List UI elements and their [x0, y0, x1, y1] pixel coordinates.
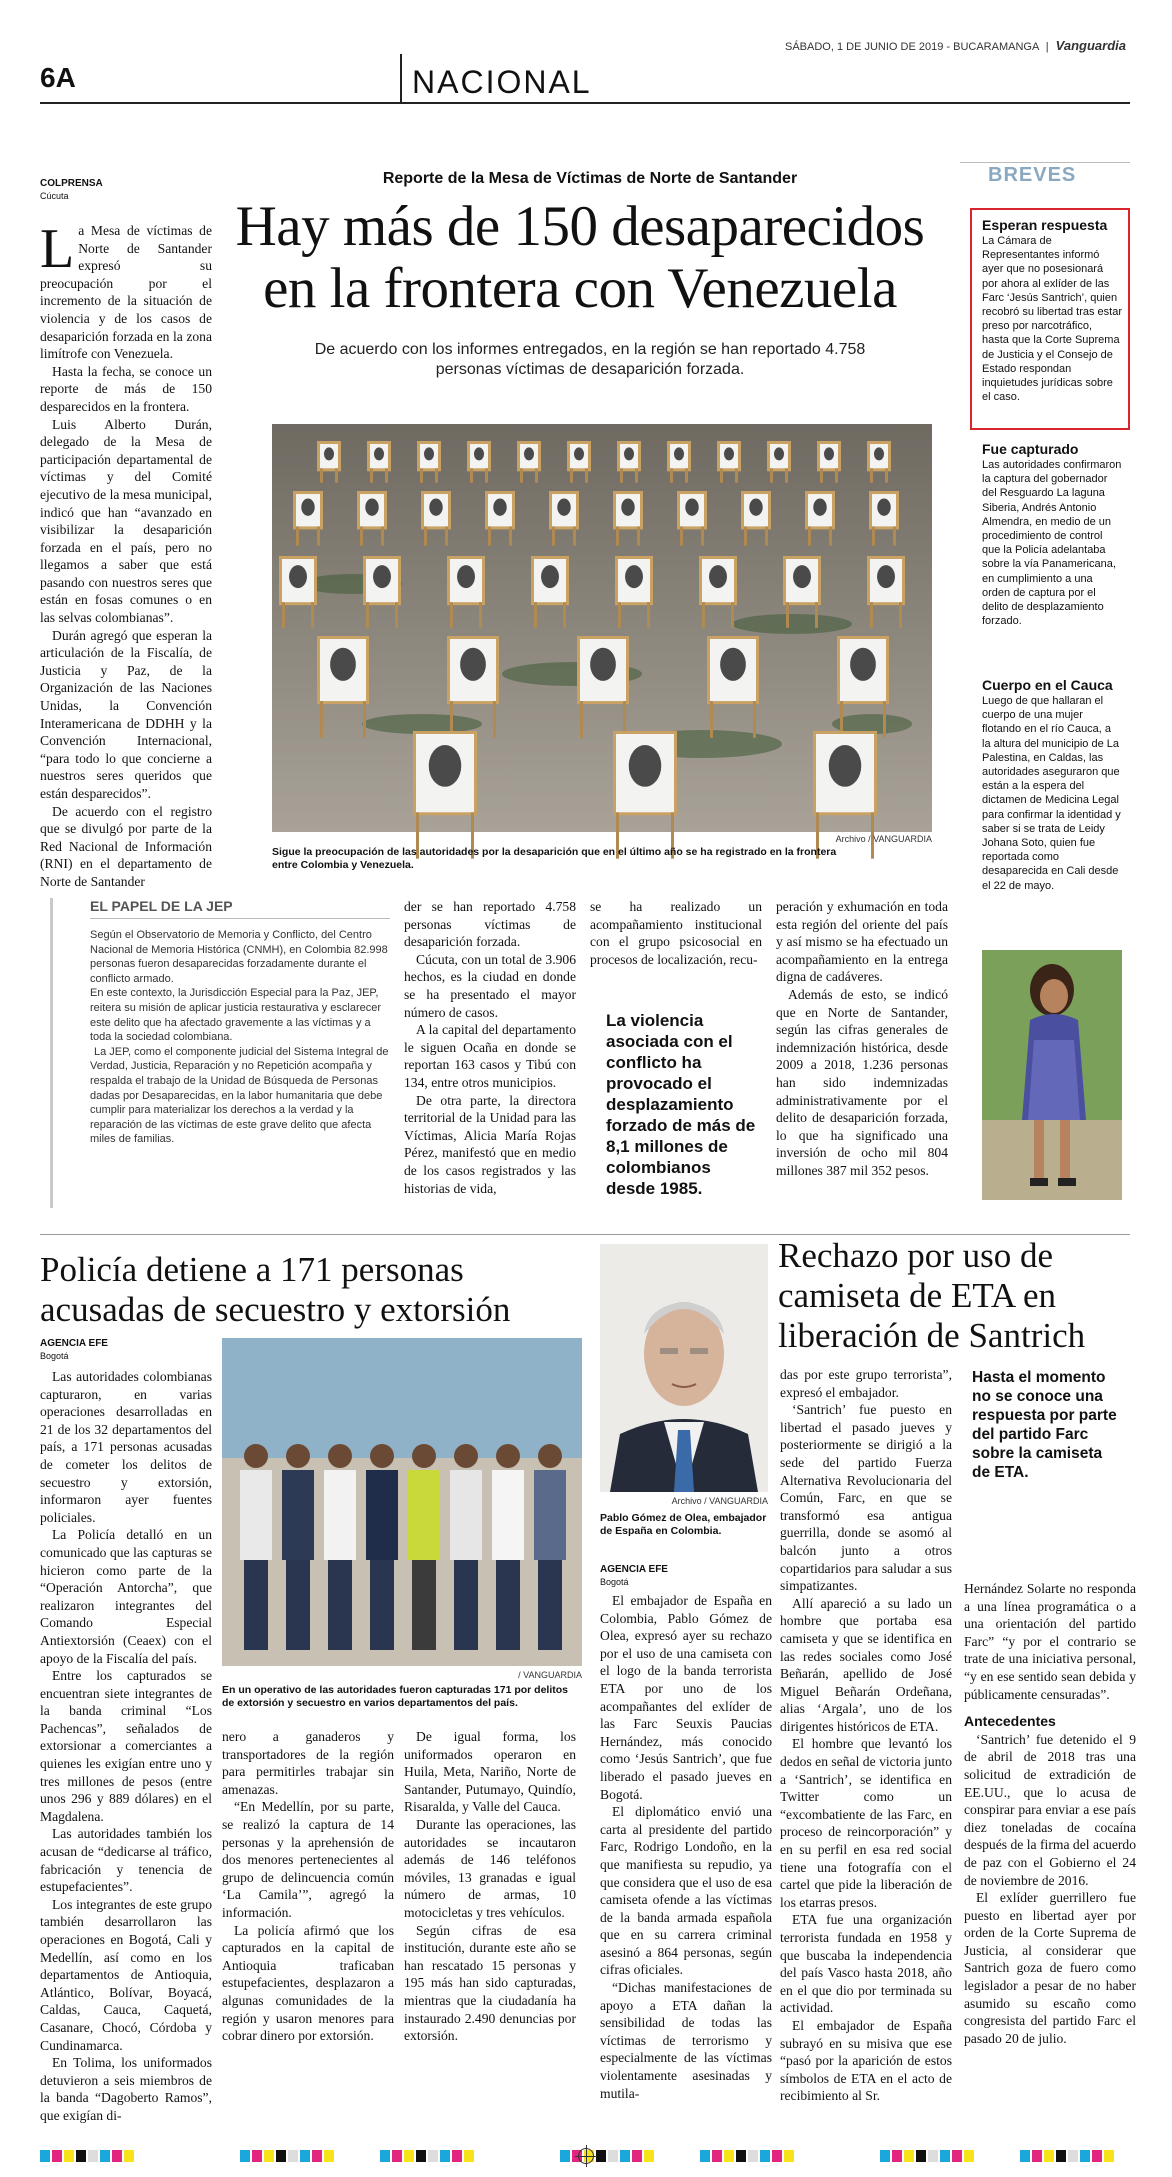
main-paragraph: De acuerdo con el registro que se divulgó por parte de la Red Nacional de Información (RNI) en el departamento de Norte de Santander — [40, 803, 212, 889]
eta-paragraph: “Dichas manifestaciones de apoyo a ETA dañan la sensibilidad de todas las víctimas de terrorismo y especialmente de las víctimas violentamente asesinadas y mutila- — [600, 1980, 772, 2101]
color-swatch — [100, 2150, 110, 2162]
breves-item-text: La Cámara de Representantes informó ayer que no posesionará por ahora al exlíder de las Farc ‘Jesús Santrich’, quien recobró su libertad tras estar preso por narcotráfico, hasta que la Corte Suprema de Justicia y el Consejo de Estado respondan inquietudes jurídicas sobre el caso. — [982, 235, 1123, 404]
police-col-2 — [222, 1728, 394, 2098]
police-headline-line-2: acusadas de secuestro y extorsión — [40, 1290, 511, 1329]
color-swatch — [288, 2150, 298, 2162]
breves-item-1 — [982, 216, 1122, 428]
drop-cap: L — [40, 218, 75, 280]
breves-item-2 — [982, 440, 1122, 670]
person-figure — [324, 1444, 356, 1650]
breves-item-3 — [982, 676, 1122, 940]
main-paragraph: se ha realizado un acompañamiento institucional con el grupo psicosocial en procesos de localización, recu- — [590, 899, 762, 967]
antecedentes-paragraph: El exlíder guerrillero fue puesto en libertad ayer por orden de la Corte Suprema de Justicia, al considerar que Santrich goza de fuero como legislador a pesar de no haber asumido su escaño como congresista del partido Farc el pasado 20 de julio. — [964, 1890, 1136, 2046]
breves-title: BREVES — [988, 164, 1077, 186]
police-paragraph: Las autoridades también los acusan de “dedicarse al tráfico, fabricación y tenencia de estupefacientes”. — [40, 1826, 212, 1895]
police-paragraph: Las autoridades colombianas capturaron, en varias operaciones desarrolladas en 21 de los 32 departamentos del país, a 171 personas acusadas de cometer los delitos de secuestro y extorsión, informaron ayer fuentes policiales. — [40, 1369, 212, 1525]
main-paragraph: der se han reportado 4.758 personas víctimas de desaparición forzada. — [404, 899, 576, 950]
color-swatch — [1044, 2150, 1054, 2162]
byline-agency: AGENCIA EFE — [600, 1564, 668, 1575]
section-divider-rule — [40, 1234, 1130, 1235]
jep-paragraph: En este contexto, la Jurisdicción Especial para la Paz, JEP, reitera su misión de aplicar justicia restaurativa y esclarecer este delito que ha afectado gravemente a las víctimas y a toda la sociedad colombiana. — [90, 987, 382, 1044]
eta-paragraph: ‘Santrich’ fue puesto en libertad el pasado jueves y posteriormente se dirigió a la sede del partido Fuerza Alternativa Revolucionaria del Común, Farc, en que se transformó esa antigua guerrilla, donde se asomó al balcón junto a otros copartidarios para saludar a sus simpatizantes. — [780, 1402, 952, 1594]
person-figure — [240, 1444, 272, 1650]
color-swatch — [124, 2150, 134, 2162]
police-col-1 — [40, 1368, 212, 2123]
byline-city: Bogotá — [600, 1577, 629, 1587]
missing-woman-photo — [982, 950, 1122, 1200]
color-swatch — [916, 2150, 926, 2162]
brand-logo: Vanguardia — [1055, 38, 1126, 53]
police-paragraph: nero a ganaderos y transportadores de la región para permitirles trabajar sin amenazas. — [222, 1729, 394, 1797]
breves-item-title: Cuerpo en el Cauca — [982, 677, 1113, 693]
eta-paragraph: El embajador de España subrayó en su misiva que ese “pasó por la aparición de estos símbolos de ETA en el acto de recibimiento al Sr. — [780, 2017, 952, 2104]
main-col-1 — [40, 218, 212, 889]
main-paragraph: Durán agregó que esperan la articulación de la Fiscalía, de Justicia y Paz, de la Organización de las Naciones Unidas, la Convención Interamericana de DDHH y la Convención Internacional, “para todo lo que concierne a nuestros seres queridos que están desparecidos”. — [40, 627, 212, 801]
eta-paragraph: El embajador de España en Colombia, Pablo Gómez de Olea, expresó ayer su rechazo por el uso de una camiseta con el logo de la banda terrorista ETA por uno de los acompañantes del exlíder de las Farc Seuxis Paucias Hernández, más conocido como ‘Jesús Santrich’, que fue liberado el pasado jueves en Bogotá. — [600, 1593, 772, 1802]
color-swatch — [700, 2150, 710, 2162]
color-swatch — [264, 2150, 274, 2162]
police-paragraph: La Policía detalló en un comunicado que las capturas se hicieron como parte de la “Operación Antorcha”, que realizaron integrantes del Comando Especial Antiextorsión (Ceaex) con el apoyo de la Fiscalía del país. — [40, 1527, 212, 1666]
police-paragraph: Los integrantes de este grupo también desarrollaron las operaciones en Bogotá, Cali y Medellín, así como en los departamentos de Antioquia, Atlántico, Bolívar, Boyacá, Caldas, Cauca, Caquetá, Casanare, Chocó, Córdoba y Cundinamarca. — [40, 1896, 212, 2053]
person-figure — [534, 1444, 566, 1650]
police-byline — [40, 1338, 108, 1362]
detainees-line-up-image — [222, 1338, 582, 1666]
person-figure — [366, 1444, 398, 1650]
header-rule — [40, 102, 1130, 104]
main-paragraph: Cúcuta, con un total de 3.906 hechos, es la ciudad en donde se ha presentado el mayor número de casos. — [404, 951, 576, 1020]
breves-item-title: Fue capturado — [982, 441, 1079, 457]
eta-paragraph: ETA fue una organización terrorista fundada en 1958 y que buscaba la independencia del país Vasco hasta 2018, año en el que dio por terminada su actividad. — [780, 1912, 952, 2016]
main-photo-credit: Archivo / VANGUARDIA — [835, 834, 932, 844]
eta-col-2 — [780, 1366, 952, 2102]
main-kicker: Reporte de la Mesa de Víctimas de Norte de Santander — [382, 170, 798, 187]
main-paragraph: De otra parte, la directora territorial de la Unidad para las Víctimas, Alicia María Rojas Pérez, manifestó que en medio de los casos registrados y las historias de vida, — [404, 1092, 576, 1196]
antecedentes-title: Antecedentes — [964, 1713, 1056, 1730]
color-swatch — [644, 2150, 654, 2162]
eta-col-3 — [964, 1580, 1136, 2100]
chair-with-portrait — [413, 731, 477, 859]
main-deck-line-1: De acuerdo con los informes entregados, en la región se han reportado 4.758 — [314, 341, 866, 358]
eta-col-1 — [600, 1592, 772, 2102]
color-swatch — [952, 2150, 962, 2162]
antecedentes-paragraph: ‘Santrich’ fue detenido el 9 de abril de 2018 tras una solicitud de extradición de EE.UU., que lo acusa de conspirar para enviar a ese país diez toneladas de cocaína después de la firma del acuerdo de paz con el Gobierno el 24 de noviembre de 2016. — [964, 1731, 1136, 1888]
ambassador-photo — [600, 1244, 768, 1492]
color-swatch — [252, 2150, 262, 2162]
main-col-3 — [590, 898, 762, 978]
dateline-text: SÁBADO, 1 DE JUNIO DE 2019 - BUCARAMANGA — [785, 41, 1039, 53]
person-figure — [450, 1444, 482, 1650]
ambassador-portrait-image — [600, 1244, 768, 1492]
color-swatch — [312, 2150, 322, 2162]
eta-paragraph: Allí apareció a su lado un hombre que portaba esa camiseta y que se identifica en las redes sociales como José Beñarán, apellido de José Miguel Beñarán Ordeñana, alias ‘Argala’, uno de los dirigentes históricos de ETA. — [780, 1595, 952, 1734]
color-swatch — [748, 2150, 758, 2162]
jep-title-rule — [90, 918, 390, 919]
jep-sidebar-border — [50, 898, 53, 1208]
main-paragraph: A la capital del departamento le siguen Ocaña en donde se reportan 163 casos y Tibú con 134, entre otros municipios. — [404, 1022, 576, 1090]
color-swatch — [560, 2150, 570, 2162]
color-swatch — [76, 2150, 86, 2162]
color-swatch — [1104, 2150, 1114, 2162]
main-photo-caption: Sigue la preocupación de las autoridades por la desaparición que en el último año se ha registrado en la frontera entre Colombia y Venezuela. — [272, 846, 837, 871]
color-swatch — [712, 2150, 722, 2162]
jep-paragraph: La JEP, como el componente judicial del Sistema Integral de Verdad, Justicia, Reparación y no Repetición acompaña y respalda el trabajo de la Unidad de Búsqueda de Personas dadas por Desaparecidas, en la labor humanitaria que debe cumplir para materializar los derechos a la verdad y la reparación de las víctimas de este grave delito que afecta miles de familias. — [90, 1045, 389, 1146]
color-swatch — [608, 2150, 618, 2162]
police-photo — [222, 1338, 582, 1666]
police-col-3 — [404, 1728, 576, 2098]
breves-item-text: Las autoridades confirmaron la captura del gobernador del Resguardo La laguna Siberia, Andrés Antonio Almendra, en medio de un procedimiento de control que la Policía adelantaba sobre la vía Panamericana, en cumplimiento a una orden de captura por el delito de desplazamiento forzado. — [982, 459, 1122, 628]
main-paragraph: Además de esto, se indicó que en Norte de Santander, según las cifras generales de indemnización histórica, desde 2009 a 2018, 1.236 personas han sido indemnizadas administrativamente por el delito de desaparición forzada, lo que ha significado una inversión de ocho mil 804 millones 387 mil 352 pesos. — [776, 986, 948, 1178]
police-paragraph: De igual forma, los uniformados operaron en Huila, Meta, Nariño, Norte de Santander, Putumayo, Quindío, Risaralda, y Valle del Cauca. — [404, 1729, 576, 1815]
jep-paragraph: Según el Observatorio de Memoria y Conflicto, del Centro Nacional de Memoria Histórica (CNMH), en Colombia 82.998 personas fueron desaparecidas forzadamente durante el conflicto armado. — [90, 929, 388, 985]
registration-mark-v — [586, 2145, 587, 2167]
jep-sidebar-title: EL PAPEL DE LA JEP — [90, 898, 233, 914]
police-paragraph: Durante las operaciones, las autoridades se incautaron además de 146 teléfonos móviles, 13 granadas e igual número de armas, 10 motocicletas y tres vehículos. — [404, 1816, 576, 1920]
person-figure — [282, 1444, 314, 1650]
police-paragraph: Según cifras de esa institución, durante este año se han rescatado 15 personas y 195 más han sido capturadas, mientras que la ciudadanía ha instaurado 2.490 denuncias por extorsión. — [404, 1922, 576, 2044]
police-paragraph: “En Medellín, por su parte, se realizó la captura de 14 personas y la aprehensión de dos menores pertenecientes al grupo de delincuencia común ‘La Camila’”, agregó la información. — [222, 1799, 394, 1920]
ambassador-photo-caption: Pablo Gómez de Olea, embajador de España en Colombia. — [600, 1512, 767, 1537]
eta-paragraph: Hernández Solarte no responda a una línea programática o a una orientación del partido Farc” “y por el contrario se trate de una iniciativa personal, “y en ese sentido sean debida y públicamente censuradas”. — [964, 1581, 1136, 1702]
color-swatch — [112, 2150, 122, 2162]
color-swatch — [404, 2150, 414, 2162]
color-swatch — [892, 2150, 902, 2162]
section-divider — [400, 54, 402, 104]
registration-mark — [578, 2148, 594, 2164]
color-swatch — [1080, 2150, 1090, 2162]
breves-item-title: Esperan respuesta — [982, 217, 1108, 233]
color-swatch — [620, 2150, 630, 2162]
color-swatch — [428, 2150, 438, 2162]
dateline — [785, 38, 1126, 53]
color-swatch — [440, 2150, 450, 2162]
color-swatch — [1020, 2150, 1030, 2162]
woman-portrait-image — [982, 950, 1122, 1200]
color-swatch — [760, 2150, 770, 2162]
color-swatch — [416, 2150, 426, 2162]
breves-rule — [960, 162, 1130, 163]
main-paragraph: a Mesa de víctimas de Norte de Santander expresó su preocupación por el incremento de la situación de violencia y de los casos de desaparición forzada en la zona limítrofe con Venezuela. — [40, 223, 212, 362]
breves-item-text: Luego de que hallaran el cuerpo de una mujer flotando en el río Cauca, a la altura del municipio de La Palestina, en Caldas, las autoridades aseguraron que están a la espera del dictamen de Medicina Legal para confirmar la identidad y saber si se trata de Leidy Johana Soto, quien fue reportada como desaparecida en Cali desde el 22 de mayo. — [982, 695, 1121, 892]
eta-paragraph: El diplomático envió una carta al presidente del partido Farc, Rodrigo Londoño, en la que manifiesta su repudio, ya que considera que el uso de esa camiseta ofende a las víctimas de la banda armada española que en su carrera criminal asesinó a 864 personas, según cifras oficiales. — [600, 1804, 772, 1978]
color-swatch — [392, 2150, 402, 2162]
main-col-2 — [404, 898, 576, 1218]
color-swatch — [64, 2150, 74, 2162]
main-paragraph: Hasta la fecha, se conoce un reporte de más de 150 desparecidos en la frontera. — [40, 363, 212, 414]
color-swatch — [772, 2150, 782, 2162]
main-deck-line-2: personas víctimas de desaparición forzada. — [435, 361, 745, 378]
eta-headline: Rechazo por uso de camiseta de ETA en liberación de Santrich — [778, 1236, 1086, 1355]
color-swatch — [276, 2150, 286, 2162]
eta-paragraph: das por este grupo terrorista”, expresó el embajador. — [780, 1367, 952, 1400]
police-headline — [40, 1250, 600, 1330]
color-swatch — [1032, 2150, 1042, 2162]
eta-pull-quote: Hasta el momento no se conoce una respuesta por parte del partido Farc sobre la camiseta de ETA. — [972, 1369, 1117, 1481]
police-photo-caption: En un operativo de las autoridades fueron capturadas 171 por delitos de extorsión y secuestro en varios departamentos del país. — [222, 1684, 568, 1709]
chairs-with-portraits-image — [272, 424, 932, 832]
main-byline — [40, 178, 103, 202]
page-number: 6A — [40, 62, 76, 93]
color-swatch — [596, 2150, 606, 2162]
ambassador-photo-credit: Archivo / VANGUARDIA — [671, 1496, 768, 1506]
main-paragraph: Luis Alberto Durán, delegado de la Mesa de participación departamental de víctimas y del Comité ejecutivo de la mesa municipal, indicó que han “avanzado en visibilizar la desaparición forzada en el país, pero no llegamos a saber que está pasando con nuestros seres que están en fosas comunes o en las selvas colombianas”. — [40, 416, 212, 626]
color-swatch — [240, 2150, 250, 2162]
color-swatch — [1056, 2150, 1066, 2162]
person-figure — [408, 1444, 440, 1650]
color-swatch — [964, 2150, 974, 2162]
color-swatch — [452, 2150, 462, 2162]
main-paragraph: peración y exhumación en toda esta región del oriente del país y así mismo se ha efectuado un acompañamiento en la entrega digna de cadáveres. — [776, 899, 948, 985]
color-swatch — [300, 2150, 310, 2162]
byline-city: Cúcuta — [40, 191, 69, 201]
main-col-4 — [776, 898, 948, 1218]
main-pull-quote: La violencia asociada con el conflicto ha provocado el desplazamiento forzado de más de 8,1 millones de colombianos desde 1985. — [606, 1011, 756, 1198]
color-swatch — [904, 2150, 914, 2162]
eta-paragraph: El hombre que levantó los dedos en señal de victoria junto a ‘Santrich’, se identifica en Twitter como un “excombatiente de las Farc, en proceso de reincorporación” y en su perfil en esa red social tiene una fotografía con el cartel que pide la liberación de los etarras presos. — [780, 1736, 952, 1910]
color-swatch — [1092, 2150, 1102, 2162]
eta-byline — [600, 1564, 668, 1588]
police-paragraph: La policía afirmó que los capturados en la capital de Antioquia traficaban estupefacientes, desplazaron a algunas comunidades de la región y usaron menores para cobrar dinero por extorsión. — [222, 1922, 394, 2044]
main-headline — [215, 196, 945, 320]
police-photo-credit: / VANGUARDIA — [518, 1670, 582, 1680]
color-swatch — [88, 2150, 98, 2162]
color-swatch — [1068, 2150, 1078, 2162]
color-swatch — [724, 2150, 734, 2162]
section-title: NACIONAL — [412, 64, 592, 100]
police-paragraph: Entre los capturados se encuentran siete integrantes de la banda criminal “Los Pachencas”, señalados de extorsionar a comerciantes a quienes les exigían entre uno y tres millones de pesos (entre unos 296 y 889 dólares) en el Magdalena. — [40, 1668, 212, 1824]
dateline-separator: | — [1045, 41, 1049, 53]
color-swatch — [940, 2150, 950, 2162]
chair-with-portrait — [613, 731, 677, 859]
color-swatch — [40, 2150, 50, 2162]
person-figure — [492, 1444, 524, 1650]
byline-city: Bogotá — [40, 1351, 69, 1361]
police-headline-line-1: Policía detiene a 171 personas — [40, 1250, 464, 1289]
main-headline-line-2: en la frontera con Venezuela — [263, 257, 897, 320]
main-deck — [250, 340, 930, 380]
color-swatch — [784, 2150, 794, 2162]
police-paragraph: En Tolima, los uniformados detuvieron a seis miembros de la banda “Dagoberto Ramos”, que exigían di- — [40, 2055, 212, 2123]
color-swatch — [380, 2150, 390, 2162]
color-swatch — [736, 2150, 746, 2162]
color-swatch — [324, 2150, 334, 2162]
color-swatch — [928, 2150, 938, 2162]
color-swatch — [880, 2150, 890, 2162]
color-swatch — [52, 2150, 62, 2162]
byline-agency: AGENCIA EFE — [40, 1338, 108, 1349]
byline-agency: COLPRENSA — [40, 178, 103, 189]
main-photo — [272, 424, 932, 832]
jep-sidebar-body — [90, 928, 390, 1208]
main-headline-line-1: Hay más de 150 desaparecidos — [235, 195, 925, 258]
color-swatch — [464, 2150, 474, 2162]
color-swatch — [632, 2150, 642, 2162]
